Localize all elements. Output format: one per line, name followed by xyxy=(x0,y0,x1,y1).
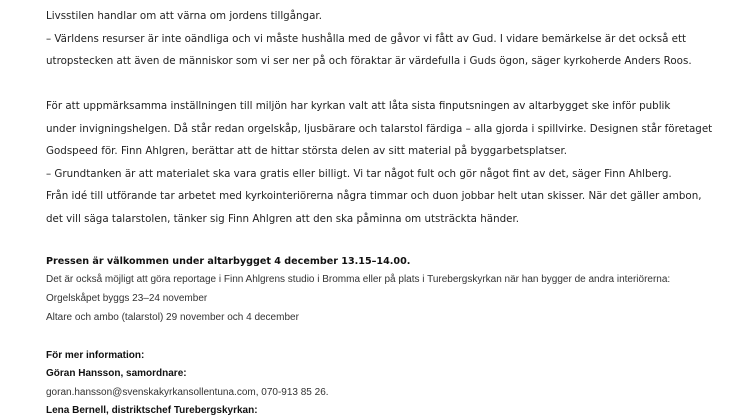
press-line-1: Det är också möjligt att göra reportage i Finn Ahlgrens studio i Bromma eller på plats i Turebergskyrkan när han bygger de andra interiörerna: xyxy=(46,274,671,285)
paragraph-2-line-3: Godspeed för. Finn Ahlgren, berättar att de hittar största delen av sitt material på byggarbetsplatser. xyxy=(46,145,568,157)
paragraph-2-line-6: det vill säga talarstolen, tänker sig Finn Ahlgren att den ska påminna om utsträckta händer. xyxy=(46,213,520,225)
contact-person-2-name: Lena Bernell, distriktschef Turebergskyrkan: xyxy=(46,405,258,416)
contact-heading: För mer information: xyxy=(46,350,145,361)
paragraph-2-line-5: Från idé till utförande tar arbetet med kyrkointeriörerna några timmar och duon jobbar helt utan skisser. När det gäller ambon, xyxy=(46,190,702,202)
contact-person-1-name: Göran Hansson, samordnare: xyxy=(46,368,187,379)
paragraph-2-line-4: – Grundtanken är att materialet ska vara gratis eller billigt. Vi tar något fult och gör något fint av det, säger Finn Ahlberg. xyxy=(46,168,672,180)
press-line-3: Altare och ambo (talarstol) 29 november och 4 december xyxy=(46,312,299,323)
contact-person-1-details: goran.hansson@svenskakyrkansollentuna.com, 070-913 85 26. xyxy=(46,387,329,398)
paragraph-1-line-2: – Världens resurser är inte oändliga och vi måste hushålla med de gåvor vi fått av Gud. I vidare bemärkelse är det också ett xyxy=(46,33,687,45)
press-line-2: Orgelskåpet byggs 23–24 november xyxy=(46,293,208,304)
paragraph-1-line-1: Livsstilen handlar om att värna om jordens tillgångar. xyxy=(46,10,322,22)
press-heading: Pressen är välkommen under altarbygget 4 december 13.15–14.00. xyxy=(46,256,411,267)
paragraph-1-line-3: utropstecken att även de människor som vi ser ner på och föraktar är värdefulla i Guds ögon, säger kyrkoherde Anders Roos. xyxy=(46,55,692,67)
paragraph-2-line-1: För att uppmärksamma inställningen till miljön har kyrkan valt att låta sista finputsningen av altarbygget ske inför publik xyxy=(46,100,671,112)
paragraph-2-line-2: under invigningshelgen. Då står redan orgelskåp, ljusbärare och talarstol färdiga – alla gjorda i spillvirke. Designen står företaget xyxy=(46,123,713,135)
